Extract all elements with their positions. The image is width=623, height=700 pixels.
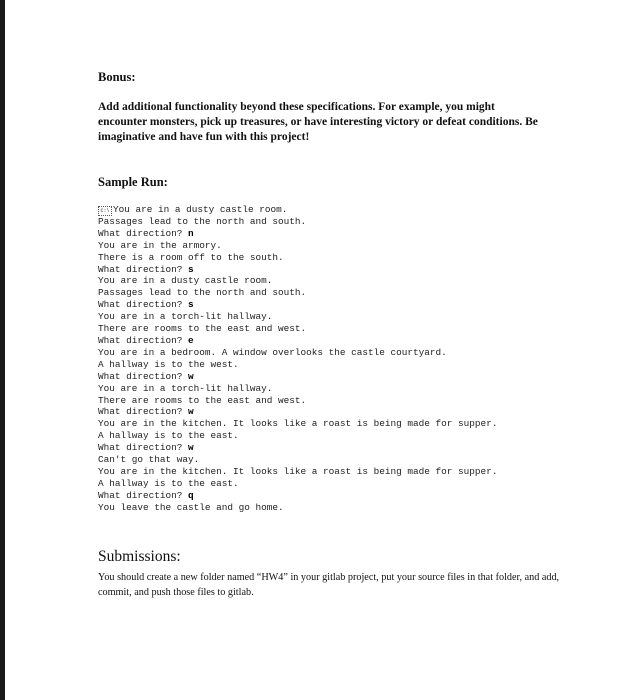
console-line (98, 406, 497, 418)
console-line (98, 335, 497, 347)
console-output-text: There are rooms to the east and west. (98, 394, 307, 406)
console-line (98, 252, 497, 264)
console-output-text: You are in a torch-lit hallway. (98, 311, 273, 323)
console-output-text: You are in the kitchen. It looks like a roast is being made for supper. (98, 418, 498, 430)
console-output-text: What direction? (98, 489, 189, 501)
console-output-text: You are in a bedroom. A window overlooks the castle courtyard. (98, 346, 447, 358)
console-output-text: What direction? (98, 227, 189, 239)
console-line (98, 275, 497, 287)
console-output-text: You are in the armory. (98, 239, 222, 251)
console-line (98, 287, 497, 299)
console-user-input: w (188, 370, 194, 382)
console-line (98, 359, 497, 371)
console-output-text: You leave the castle and go home. (98, 501, 284, 513)
console-line (98, 430, 497, 442)
console-line (98, 216, 497, 228)
console-user-input: s (188, 299, 194, 311)
console-output-text: What direction? (98, 263, 189, 275)
console-output-text: You are in a dusty castle room. (98, 275, 273, 287)
console-user-input: q (188, 489, 194, 501)
console-user-input: n (188, 227, 194, 239)
console-line (98, 442, 497, 454)
console-line (98, 347, 497, 359)
console-output-text: You are in a dusty castle room. (113, 204, 288, 215)
console-line (98, 395, 497, 407)
console-line (98, 502, 497, 514)
console-output-text: Passages lead to the north and south. (98, 287, 307, 299)
console-line (98, 466, 497, 478)
console-line (98, 383, 497, 395)
submissions-paragraph: You should create a new folder named “HW4” in your gitlab project, put your source files in that folder, and add, commit, and push those files to gitlab. (98, 572, 560, 598)
console-output-text: What direction? (98, 370, 189, 382)
console-output-text: What direction? (98, 334, 189, 346)
console-line (98, 240, 497, 252)
console-output-text: What direction? (98, 299, 189, 311)
console-output-text: You are in a torch-lit hallway. (98, 382, 273, 394)
submissions-heading: Submissions: (98, 548, 181, 565)
console-line (98, 311, 497, 323)
console-line (98, 371, 497, 383)
console-user-input: s (188, 263, 194, 275)
console-line (98, 204, 497, 216)
console-line (98, 490, 497, 502)
console-line (98, 228, 497, 240)
console-user-input: w (188, 406, 194, 418)
console-user-input: e (188, 334, 194, 346)
console-output-text: A hallway is to the east. (98, 477, 239, 489)
console-window-icon: C:\ (98, 206, 112, 216)
console-line (98, 478, 497, 490)
console-output-text: What direction? (98, 406, 189, 418)
console-line (98, 299, 497, 311)
console-user-input: w (188, 442, 194, 454)
console-line (98, 264, 497, 276)
console-output-text: A hallway is to the west. (98, 358, 239, 370)
console-output-text: Passages lead to the north and south. (98, 215, 307, 227)
console-output-text: A hallway is to the east. (98, 430, 239, 442)
console-line (98, 418, 497, 430)
console-line (98, 454, 497, 466)
console-output-text: Can't go that way. (98, 454, 200, 466)
bonus-paragraph: Add additional functionality beyond these specifications. For example, you might encounter monsters, pick up treasures, or have interesting victory or defeat conditions. Be imaginative and have fun with this project! (98, 101, 538, 143)
console-output-text: You are in the kitchen. It looks like a roast is being made for supper. (98, 465, 498, 477)
console-output-text: There are rooms to the east and west. (98, 323, 307, 335)
sample-run-console (98, 204, 497, 514)
sample-run-heading: Sample Run: (98, 175, 168, 189)
console-output-text: There is a room off to the south. (98, 251, 284, 263)
console-output-text: What direction? (98, 442, 189, 454)
window-left-edge (0, 0, 5, 700)
console-line (98, 323, 497, 335)
bonus-heading: Bonus: (98, 70, 136, 84)
